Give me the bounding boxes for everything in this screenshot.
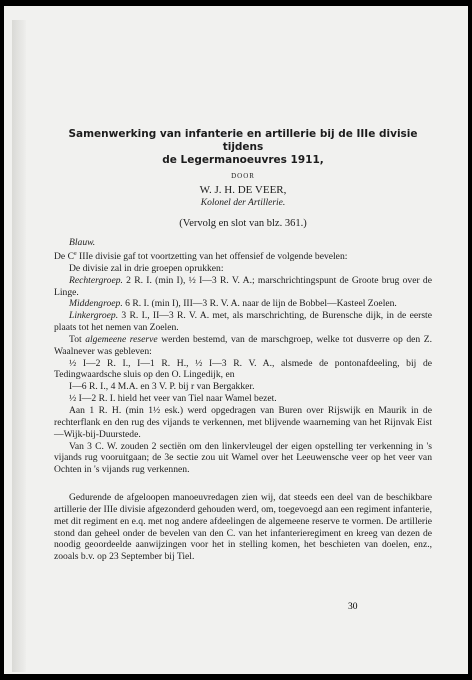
- page-gutter: [12, 20, 26, 672]
- paragraph-10: Aan 1 R. H. (min 1½ esk.) werd opgedragen van Buren over Rijswijk en Maurik in de rechterflank en den rug des vijands te verkennen, met blijvende waarneming van het Rijnvak Eist—Wijk-bij-Duurstede.: [54, 405, 432, 440]
- paragraph-1: De Ce IIIe divisie gaf tot voortzetting van het offensief de volgende bevelen:: [54, 250, 348, 263]
- author-role: Kolonel der Artillerie.: [200, 198, 286, 208]
- paragraph-12: Gedurende de afgeloopen manoeuvredagen zien wij, dat steeds een deel van de beschikbare artillerie der IIIe divisie afgezonderd gehouden werd, om, toegevoegd aan een regiment infanterie, met dit regiment en e.q. met nog andere afdeelingen de algemeene reserve te vormen. De artillerie stond dan geheel onder de bevelen van den C. van het infanterieregiment en kreeg van dezen de noodig geoordeelde aanwijzingen voor het in stelling komen, het beschieten van doelen, enz., zooals b.v. op 23 September bij Tiel.: [54, 492, 432, 563]
- title-line-1: Samenwerking van infanterie en artillerie bij de IIIe divisie tijdens: [68, 128, 418, 153]
- article: [54, 128, 432, 563]
- article-body: [54, 237, 432, 563]
- article-title: [54, 128, 432, 167]
- book-page: [4, 6, 468, 674]
- continuation-note: (Vervolg en slot van blz. 361.): [179, 218, 307, 229]
- paragraph-6: Tot algemeene reserve werden bestemd, van de marschgroep, welke tot dusverre op den Z. Waalnever was gebleven:: [54, 333, 432, 357]
- paragraph-2: De divisie zal in drie groepen oprukken:: [69, 262, 224, 274]
- paragraph-4: Middengroep. 6 R. I. (min I), III—3 R. V. A. naar de lijn de Bobbel—Kasteel Zoelen.: [69, 298, 397, 310]
- paragraph-11: Van 3 C. W. zouden 2 sectiën om den linkervleugel der eigen opstelling ter verkenning in 's vijands rug vooruitgaan; de 3e sectie zou uit Wamel over het Leeuwensche veer op het veer van Ochten in 's vijands rug verkennen.: [54, 440, 432, 476]
- page-number: 30: [348, 602, 358, 612]
- byline-door: DOOR: [231, 172, 255, 180]
- paragraph-8: I—6 R. I., 4 M.A. en 3 V. P. bij r van Bergakker.: [69, 381, 255, 393]
- paragraph-5: Linkergroep. 3 R. I., II—3 R. V. A. met, als marschrichting, de Burensche dijk, in de eerste plaats tot het nemen van Zoelen.: [54, 310, 432, 334]
- paragraph-3: Rechtergroep. 2 R. I. (min I), ½ I—3 R. V. A.; marschrichtingspunt de Groote brug over de Linge.: [54, 274, 432, 298]
- paragraph-9: ½ I—2 R. I. hield het veer van Tiel naar Wamel bezet.: [69, 393, 277, 405]
- section-heading: Blauw.: [69, 237, 96, 248]
- paragraph-7: ½ I—2 R. I., I—1 R. H., ½ I—3 R. V. A., alsmede de pontonafdeeling, bij de Tedingwaardsche sluis op den O. Lingedijk, en: [54, 357, 432, 381]
- title-line-2: de Legermanoeuvres 1911,: [162, 154, 324, 166]
- author-name: W. J. H. DE VEER,: [199, 184, 287, 196]
